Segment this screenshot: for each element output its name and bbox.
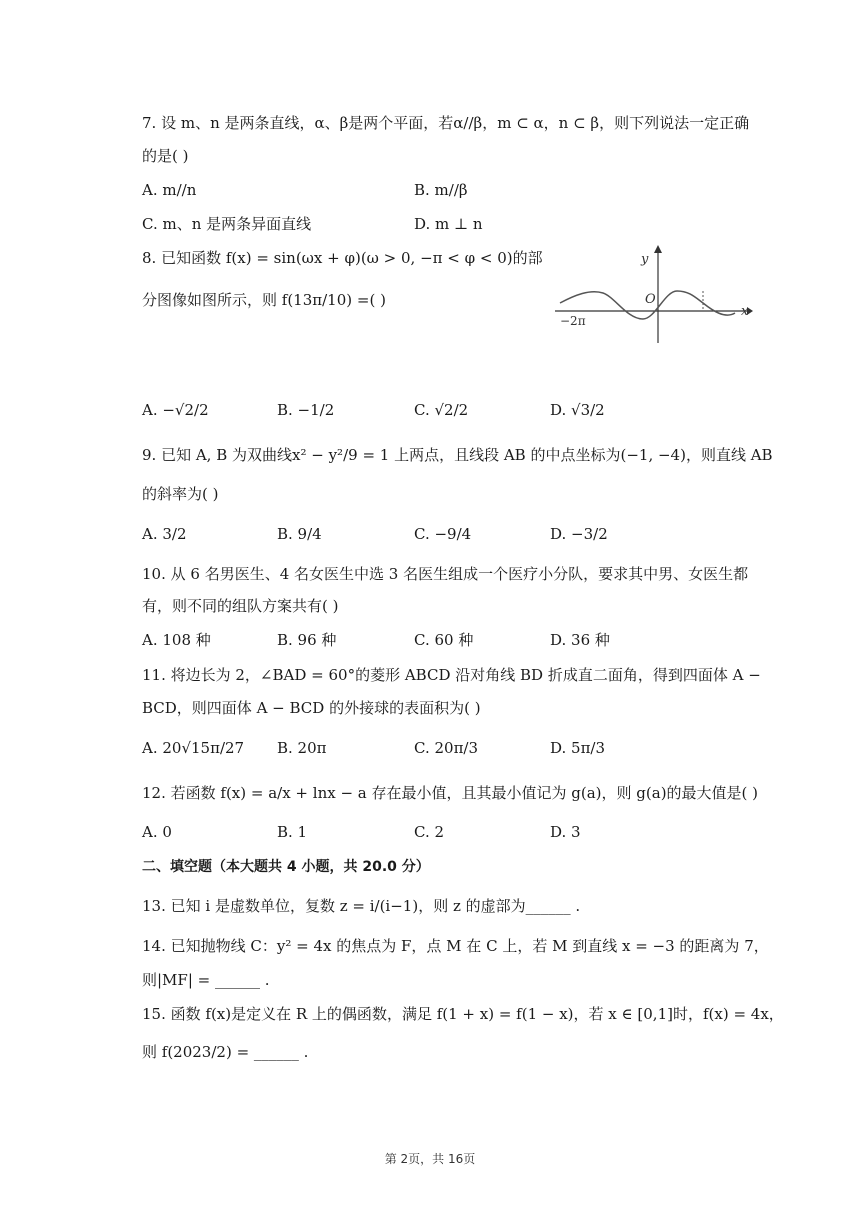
- y-label: y: [641, 252, 649, 267]
- q7-stem-line1: 7. 设 m、n 是两条直线，α、β是两个平面，若α//β，m ⊂ α，n ⊂ β，则下列说法一定正确: [142, 114, 750, 132]
- q14-stem-line1: 14. 已知抛物线 C：y² = 4x 的焦点为 F，点 M 在 C 上，若 M 到直线 x = −3 的距离为 7，: [142, 937, 769, 955]
- q7-stem-line2: 的是( ): [142, 147, 189, 165]
- q9-option-b: B. 9/4: [277, 525, 322, 543]
- q10-option-b: B. 96 种: [277, 631, 337, 649]
- q8-sine-graph: [555, 243, 755, 343]
- q9-option-c: C. −9/4: [414, 525, 472, 543]
- q8-stem-line2: 分图像如图所示，则 f(13π/10) =( ): [142, 291, 386, 309]
- q15-stem-line2: 则 f(2023/2) = ______ .: [142, 1043, 309, 1061]
- q12-option-a: A. 0: [142, 823, 172, 841]
- q7-option-c: C. m、n 是两条异面直线: [142, 215, 312, 233]
- origin-label: O: [645, 292, 656, 307]
- q12-option-d: D. 3: [550, 823, 581, 841]
- q10-option-c: C. 60 种: [414, 631, 474, 649]
- q11-stem-line2: BCD，则四面体 A − BCD 的外接球的表面积为( ): [142, 699, 481, 717]
- q12-option-c: C. 2: [414, 823, 445, 841]
- q9-stem-line1: 9. 已知 A, B 为双曲线x² − y²/9 = 1 上两点，且线段 AB 的中点坐标为(−1, −4)，则直线 AB: [142, 446, 773, 464]
- q9-stem-line2: 的斜率为( ): [142, 485, 219, 503]
- q12-option-b: B. 1: [277, 823, 308, 841]
- q8-option-d: D. √3/2: [550, 401, 605, 419]
- q10-stem-line1: 10. 从 6 名男医生、4 名女医生中选 3 名医生组成一个医疗小分队，要求其中男、女医生都: [142, 565, 749, 583]
- q11-option-b: B. 20π: [277, 739, 327, 757]
- section-title-fill-in: 二、填空题（本大题共 4 小题，共 20.0 分）: [142, 859, 430, 875]
- q11-stem-line1: 11. 将边长为 2，∠BAD = 60°的菱形 ABCD 沿对角线 BD 折成直二面角，得到四面体 A −: [142, 666, 761, 684]
- page-footer: 第 2页，共 16页: [384, 1152, 476, 1166]
- q14-stem-line2: 则|MF| = ______ .: [142, 971, 270, 989]
- q8-option-c: C. √2/2: [414, 401, 469, 419]
- q7-option-d: D. m ⊥ n: [414, 215, 483, 233]
- q7-option-b: B. m//β: [414, 181, 468, 199]
- q12-stem-line1: 12. 若函数 f(x) = a/x + lnx − a 存在最小值，且其最小值记为 g(a)，则 g(a)的最大值是( ): [142, 784, 759, 802]
- x-label: x: [741, 304, 749, 319]
- q11-option-a: A. 20√15π/27: [142, 739, 245, 757]
- q15-stem-line1: 15. 函数 f(x)是定义在 R 上的偶函数，满足 f(1 + x) = f(1 − x)，若 x ∈ [0,1]时，f(x) = 4x，: [142, 1005, 784, 1023]
- q10-stem-line2: 有，则不同的组队方案共有( ): [142, 597, 339, 615]
- q9-option-a: A. 3/2: [142, 525, 187, 543]
- neg-2pi-label: −2π: [560, 314, 586, 328]
- q11-option-c: C. 20π/3: [414, 739, 479, 757]
- q11-option-d: D. 5π/3: [550, 739, 606, 757]
- q13-stem-line1: 13. 已知 i 是虚数单位，复数 z = i/(i−1)，则 z 的虚部为______ .: [142, 897, 581, 915]
- q9-option-d: D. −3/2: [550, 525, 608, 543]
- q8-stem-line1: 8. 已知函数 f(x) = sin(ωx + φ)(ω > 0, −π < φ < 0)的部: [142, 249, 543, 267]
- q8-option-a: A. −√2/2: [142, 401, 209, 419]
- q10-option-a: A. 108 种: [142, 631, 211, 649]
- q7-option-a: A. m//n: [142, 181, 197, 199]
- y-axis-arrow: [654, 245, 662, 253]
- q10-option-d: D. 36 种: [550, 631, 610, 649]
- q8-option-b: B. −1/2: [277, 401, 335, 419]
